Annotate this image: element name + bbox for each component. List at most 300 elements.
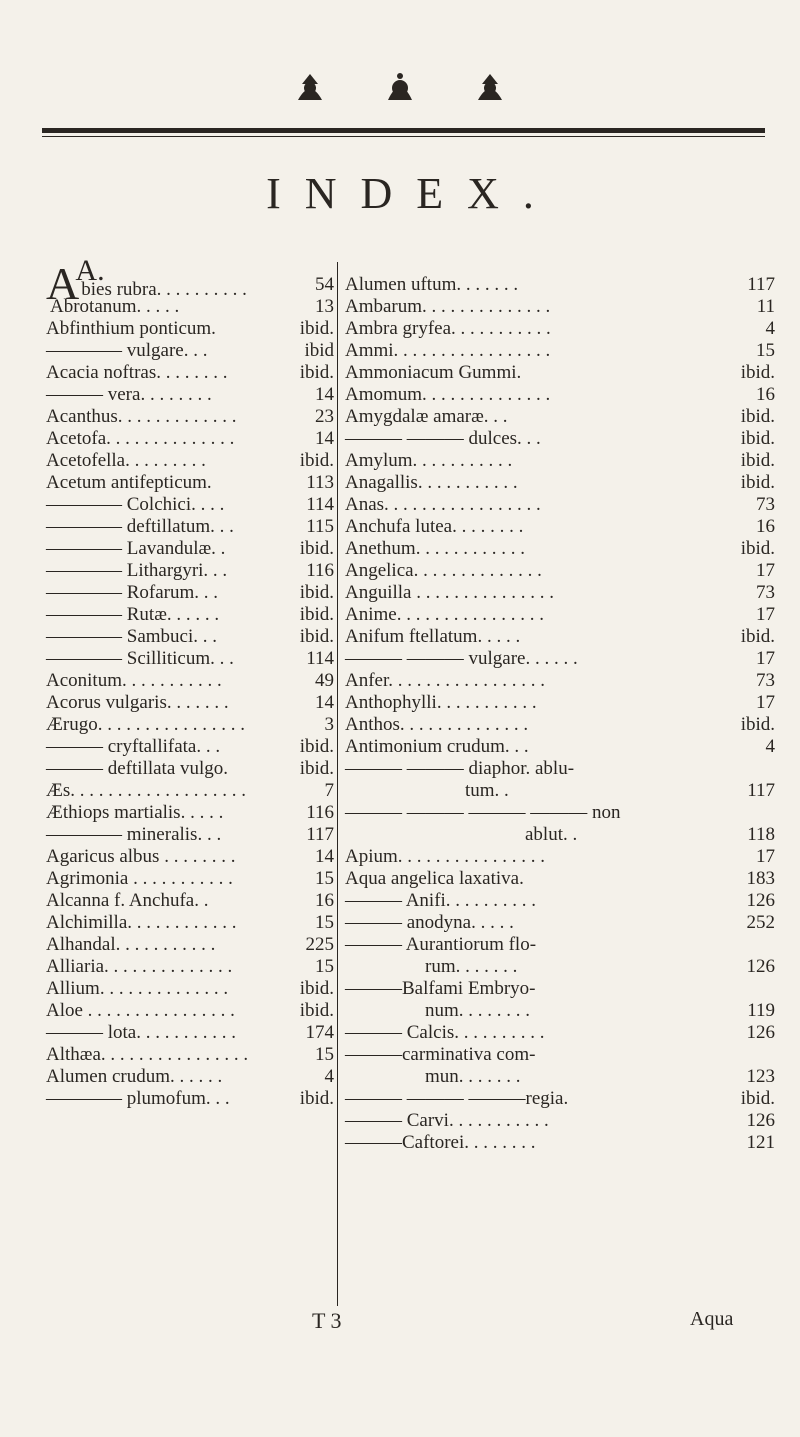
entry-label <box>46 714 245 736</box>
entry-text: Agaricus albus . . . . . . . . <box>46 846 236 867</box>
entry-label <box>345 802 621 824</box>
index-entry <box>46 560 334 582</box>
entry-label <box>425 956 517 978</box>
entry-label <box>345 1088 568 1110</box>
entry-text: ——— vera. . . . . . . . <box>46 384 212 405</box>
entry-page-ref: ibid. <box>740 472 775 493</box>
entry-page-ref: 16 <box>756 516 775 537</box>
entry-label <box>345 1044 535 1066</box>
entry-text: ———— plumofum. . . <box>46 1088 230 1109</box>
entry-label <box>345 1022 545 1044</box>
entry-label <box>345 758 574 780</box>
index-entry <box>46 1066 334 1088</box>
index-entry <box>345 1044 775 1066</box>
entry-text: ablut. . <box>525 824 578 845</box>
entry-page-ref: 17 <box>756 648 775 669</box>
entry-label <box>46 692 229 714</box>
entry-label <box>46 890 209 912</box>
index-entry <box>46 890 334 912</box>
index-entry <box>345 340 775 362</box>
index-entry <box>345 824 775 846</box>
entry-text: Æs. . . . . . . . . . . . . . . . . . . <box>46 780 247 801</box>
entry-label <box>46 1022 236 1044</box>
entry-text: Agrimonia . . . . . . . . . . . <box>46 868 233 889</box>
entry-page-ref: ibid. <box>299 978 334 999</box>
index-entry <box>46 450 334 472</box>
entry-label <box>425 1066 521 1088</box>
entry-text: ——— lota. . . . . . . . . . . <box>46 1022 236 1043</box>
entry-page-ref: 17 <box>756 604 775 625</box>
index-entry <box>46 1044 334 1066</box>
entry-label <box>46 934 215 956</box>
entry-label <box>46 516 234 538</box>
index-entry <box>345 692 775 714</box>
entry-label <box>345 296 550 318</box>
entry-page-ref: ibid. <box>299 1000 334 1021</box>
index-entry <box>46 736 334 758</box>
entry-text: tum. . <box>465 780 509 801</box>
entry-label <box>46 472 212 494</box>
entry-page-ref: 49 <box>315 670 334 691</box>
entry-page-ref: 17 <box>756 560 775 581</box>
entry-label <box>46 582 218 604</box>
drop-cap: A <box>46 258 80 309</box>
entry-page-ref: 15 <box>315 912 334 933</box>
entry-page-ref: ibid. <box>299 1088 334 1109</box>
entry-page-ref: 73 <box>756 582 775 603</box>
entry-page-ref: ibid. <box>299 582 334 603</box>
entry-text: ——— Calcis. . . . . . . . . . <box>345 1022 545 1043</box>
entry-page-ref: ibid. <box>740 428 775 449</box>
entry-page-ref: ibid. <box>740 714 775 735</box>
entry-text: Anfer. . . . . . . . . . . . . . . . . <box>345 670 546 691</box>
index-entry <box>46 582 334 604</box>
entry-page-ref: 23 <box>315 406 334 427</box>
entry-label <box>46 384 212 406</box>
entry-label <box>345 494 541 516</box>
index-entry <box>46 340 334 362</box>
entry-page-ref: ibid. <box>299 758 334 779</box>
entry-text: Anchufa lutea. . . . . . . . <box>345 516 524 537</box>
entry-page-ref: 126 <box>746 890 775 911</box>
index-entry <box>46 648 334 670</box>
entry-text: Angelica. . . . . . . . . . . . . . <box>345 560 542 581</box>
entry-label <box>345 384 550 406</box>
entry-text: Acanthus. . . . . . . . . . . . . <box>46 406 237 427</box>
entry-label <box>46 340 207 362</box>
entry-page-ref: 225 <box>305 934 334 955</box>
entry-page-ref: ibid. <box>740 1088 775 1109</box>
entry-text: Ærugo. . . . . . . . . . . . . . . . <box>46 714 245 735</box>
entry-label <box>345 670 545 692</box>
entry-text: Apium. . . . . . . . . . . . . . . . <box>345 846 546 867</box>
entry-page-ref: 116 <box>306 802 334 823</box>
entry-text: Ambra gryfea. . . . . . . . . . . <box>345 318 551 339</box>
entry-label <box>46 868 233 890</box>
entry-text: ——— ——— ———regia. <box>345 1088 569 1109</box>
index-entry <box>345 736 775 758</box>
entry-text: ——— ——— dulces. . . <box>345 428 541 449</box>
index-entry <box>46 1000 334 1022</box>
entry-text: Anas. . . . . . . . . . . . . . . . . <box>345 494 541 515</box>
entry-page-ref: 14 <box>315 428 334 449</box>
entry-text: ———— vulgare. . . <box>46 340 208 361</box>
entry-label <box>46 670 222 692</box>
entry-page-ref: ibid <box>304 340 334 361</box>
entry-label <box>345 538 525 560</box>
entry-page-ref: 16 <box>315 890 334 911</box>
entry-label <box>46 494 224 516</box>
entry-page-ref: 183 <box>746 868 775 889</box>
entry-label <box>46 736 220 758</box>
entry-label <box>46 912 237 934</box>
entry-text: mun. . . . . . . <box>425 1066 521 1087</box>
index-entry <box>46 384 334 406</box>
entry-label <box>345 340 550 362</box>
entry-text: Aloe . . . . . . . . . . . . . . . . <box>46 1000 235 1021</box>
index-entry <box>345 604 775 626</box>
entry-page-ref: 73 <box>756 494 775 515</box>
entry-label <box>345 978 536 1000</box>
entry-label <box>46 648 234 670</box>
entry-label <box>46 1066 222 1088</box>
entry-label <box>46 956 232 978</box>
entry-text: Anagallis. . . . . . . . . . . <box>345 472 518 493</box>
index-entry <box>345 626 775 648</box>
index-entry <box>345 538 775 560</box>
entry-page-ref: 4 <box>765 736 775 757</box>
entry-page-ref: 4 <box>765 318 775 339</box>
index-entry <box>345 978 775 1000</box>
entry-label <box>345 604 544 626</box>
entry-label <box>46 318 216 340</box>
entry-text: ———— Rofarum. . . <box>46 582 219 603</box>
index-entry <box>46 934 334 956</box>
entry-page-ref: 117 <box>747 274 775 295</box>
entry-page-ref: ibid. <box>299 604 334 625</box>
entry-page-ref: ibid. <box>299 318 334 339</box>
index-entry <box>345 802 775 824</box>
entry-label <box>345 406 508 428</box>
index-entry <box>46 516 334 538</box>
entry-label <box>46 362 228 384</box>
entry-label <box>345 274 518 296</box>
entry-page-ref: 126 <box>746 1022 775 1043</box>
entry-text: Amylum. . . . . . . . . . . <box>345 450 513 471</box>
entry-text: ——— ——— vulgare. . . . . . <box>345 648 578 669</box>
index-entry <box>345 912 775 934</box>
entry-label <box>46 560 227 582</box>
index-entry <box>46 428 334 450</box>
entry-page-ref: 73 <box>756 670 775 691</box>
entry-label <box>46 1044 248 1066</box>
index-entry <box>46 362 334 384</box>
entry-page-ref: 114 <box>306 494 334 515</box>
entry-label <box>345 560 542 582</box>
index-entry <box>345 1066 775 1088</box>
entry-text: Alumen crudum. . . . . . <box>46 1066 223 1087</box>
entry-text: Anguilla . . . . . . . . . . . . . . . <box>345 582 554 603</box>
entry-label <box>345 516 523 538</box>
entry-text: ———— deftillatum. . . <box>46 516 234 537</box>
index-entry <box>46 780 334 802</box>
entry-label <box>46 978 228 1000</box>
entry-page-ref: 13 <box>315 296 334 317</box>
entry-text: ———Balfami Embryo- <box>345 978 536 999</box>
index-entry <box>345 670 775 692</box>
index-entry <box>345 450 775 472</box>
entry-text: Anethum. . . . . . . . . . . . <box>345 538 525 559</box>
header-rule-thick <box>42 128 765 133</box>
entry-page-ref: 126 <box>746 1110 775 1131</box>
entry-label <box>465 780 509 802</box>
entry-label <box>46 406 237 428</box>
index-entry <box>345 1132 775 1154</box>
entry-label <box>46 428 234 450</box>
entry-text: Anifum ftellatum. . . . . <box>345 626 521 647</box>
entry-page-ref: 14 <box>315 384 334 405</box>
index-entry <box>46 318 334 340</box>
index-entry <box>345 868 775 890</box>
entry-page-ref: 119 <box>747 1000 775 1021</box>
index-entry <box>46 846 334 868</box>
entry-page-ref: 116 <box>306 560 334 581</box>
entry-text: Anime. . . . . . . . . . . . . . . . <box>345 604 544 625</box>
entry-page-ref: 252 <box>746 912 775 933</box>
entry-page-ref: ibid. <box>299 362 334 383</box>
entry-page-ref: ibid. <box>299 538 334 559</box>
entry-text: Acetum antifepticum. <box>46 472 212 493</box>
entry-label <box>345 912 514 934</box>
index-column-left <box>46 258 334 1110</box>
entry-text: Alcanna f. Anchufa. . <box>46 890 209 911</box>
entry-text: num. . . . . . . . <box>425 1000 531 1021</box>
entry-text: Acorus vulgaris. . . . . . . <box>46 692 229 713</box>
entry-page-ref: ibid. <box>299 736 334 757</box>
index-entry <box>46 912 334 934</box>
entry-label <box>46 538 225 560</box>
entry-text: ——— deftillata vulgo. <box>46 758 229 779</box>
index-column-right <box>345 274 775 1154</box>
entry-page-ref: 113 <box>306 472 334 493</box>
entry-text: ——— Carvi. . . . . . . . . . . <box>345 1110 549 1131</box>
entry-label <box>345 648 578 670</box>
index-entry <box>345 560 775 582</box>
index-entry <box>345 296 775 318</box>
index-entry <box>345 758 775 780</box>
entry-text: ———— Rutæ. . . . . . <box>46 604 220 625</box>
entry-label <box>46 824 221 846</box>
entry-page-ref: 118 <box>747 824 775 845</box>
index-entry <box>46 626 334 648</box>
index-entry <box>345 274 775 296</box>
entry-label <box>46 450 206 472</box>
entry-page-ref: 115 <box>306 516 334 537</box>
entry-text: rum. . . . . . . <box>425 956 518 977</box>
index-entry <box>345 956 775 978</box>
entry-page-ref: ibid. <box>299 626 334 647</box>
entry-page-ref: 126 <box>746 956 775 977</box>
entry-text: Acacia noftras. . . . . . . . <box>46 362 228 383</box>
entry-page-ref: 17 <box>756 846 775 867</box>
entry-page-ref: 7 <box>324 780 334 801</box>
entry-page-ref: 114 <box>306 648 334 669</box>
entry-page-ref: 16 <box>756 384 775 405</box>
entry-label <box>345 846 545 868</box>
index-entry <box>46 1088 334 1110</box>
entry-label <box>46 780 246 802</box>
entry-label <box>345 626 520 648</box>
entry-page-ref: ibid. <box>740 538 775 559</box>
entry-label <box>46 1000 235 1022</box>
column-divider <box>337 262 338 1306</box>
index-entry <box>46 494 334 516</box>
entry-text: Althæa. . . . . . . . . . . . . . . . <box>46 1044 249 1065</box>
entry-text: ———— Colchici. . . . <box>46 494 225 515</box>
index-entry <box>345 428 775 450</box>
entry-label <box>345 1110 549 1132</box>
entry-page-ref: 174 <box>305 1022 334 1043</box>
entry-text: ———Caftorei. . . . . . . . <box>345 1132 536 1153</box>
entry-text: Acetofa. . . . . . . . . . . . . . <box>46 428 235 449</box>
index-entry <box>345 516 775 538</box>
index-entry <box>345 384 775 406</box>
entry-text: ———— mineralis. . . <box>46 824 222 845</box>
entry-text: bies rubra. . . . . . . . . . <box>81 279 247 300</box>
entry-text: ——— Aurantiorum flo- <box>345 934 537 955</box>
entry-label <box>345 890 536 912</box>
signature-mark: T 3 <box>312 1308 342 1333</box>
index-entry <box>46 472 334 494</box>
entry-text: Alhandal. . . . . . . . . . . <box>46 934 216 955</box>
entry-page-ref: ibid. <box>740 362 775 383</box>
index-entry <box>46 824 334 846</box>
entry-page-ref: 14 <box>315 846 334 867</box>
entry-label <box>46 626 217 648</box>
entry-label <box>345 868 524 890</box>
index-entry <box>46 978 334 1000</box>
index-entry <box>345 1022 775 1044</box>
index-entry <box>46 406 334 428</box>
entry-label <box>345 934 536 956</box>
index-entry <box>46 714 334 736</box>
entry-text: Antimonium crudum. . . <box>345 736 529 757</box>
entry-label <box>345 362 521 384</box>
catchword: Aqua <box>690 1308 734 1330</box>
entry-text: ———— Scilliticum. . . <box>46 648 234 669</box>
entry-page-ref: 117 <box>306 824 334 845</box>
entry-page-ref: 4 <box>324 1066 334 1087</box>
index-entry <box>345 494 775 516</box>
floral-ornament-icon <box>250 70 550 110</box>
entry-label <box>345 450 512 472</box>
entry-page-ref: 14 <box>315 692 334 713</box>
entry-text: ———— Lavandulæ. . <box>46 538 226 559</box>
header-ornament <box>250 70 550 110</box>
entry-text: ——— cryftallifata. . . <box>46 736 221 757</box>
index-entry <box>345 1088 775 1110</box>
page-title: INDEX. <box>266 169 558 218</box>
entry-text: Ambarum. . . . . . . . . . . . . . <box>345 296 551 317</box>
entry-text: Alchimilla. . . . . . . . . . . . <box>46 912 237 933</box>
entry-page-ref: 121 <box>746 1132 775 1153</box>
entry-text: Amomum. . . . . . . . . . . . . . <box>345 384 551 405</box>
header-rule-thin <box>42 136 765 137</box>
entry-page-ref: 117 <box>747 780 775 801</box>
entry-text: Anthos. . . . . . . . . . . . . . <box>345 714 529 735</box>
entry-label <box>345 692 537 714</box>
index-entry <box>345 846 775 868</box>
entry-text: ——— ——— diaphor. ablu- <box>345 758 575 779</box>
index-entry <box>345 934 775 956</box>
index-entry <box>345 780 775 802</box>
index-entry <box>46 670 334 692</box>
entry-text: Ammi. . . . . . . . . . . . . . . . . <box>345 340 551 361</box>
entry-text: Aconitum. . . . . . . . . . . <box>46 670 222 691</box>
entry-label <box>345 428 541 450</box>
index-entry <box>46 868 334 890</box>
index-entry <box>46 758 334 780</box>
index-entry <box>46 296 334 318</box>
entry-text: Ammoniacum Gummi. <box>345 362 522 383</box>
index-entry <box>46 692 334 714</box>
entry-text: Æthiops martialis. . . . . <box>46 802 224 823</box>
entry-label <box>345 736 529 758</box>
index-entry <box>46 956 334 978</box>
entry-page-ref: 123 <box>746 1066 775 1087</box>
entry-text: Aqua angelica laxativa. <box>345 868 524 889</box>
entry-text: Alliaria. . . . . . . . . . . . . . <box>46 956 233 977</box>
entry-text: ———— Sambuci. . . <box>46 626 217 647</box>
entry-label <box>525 824 577 846</box>
section-letter: A. <box>75 254 105 287</box>
index-entry <box>46 604 334 626</box>
entry-label <box>345 714 528 736</box>
entry-label <box>345 318 551 340</box>
index-entry <box>345 362 775 384</box>
entry-label <box>425 1000 530 1022</box>
entry-label <box>46 604 219 626</box>
index-entry <box>345 1000 775 1022</box>
index-entry <box>345 714 775 736</box>
entry-label <box>46 758 228 780</box>
index-entry <box>345 472 775 494</box>
entry-page-ref: 15 <box>315 868 334 889</box>
entry-page-ref: 11 <box>756 296 775 317</box>
entry-text: ———— Lithargyri. . . <box>46 560 228 581</box>
entry-text: ——— anodyna. . . . . <box>345 912 514 933</box>
entry-page-ref: ibid. <box>740 450 775 471</box>
entry-text: Acetofella. . . . . . . . . <box>46 450 206 471</box>
entry-label <box>345 1132 536 1154</box>
entry-text: ——— ——— ——— ——— non <box>345 802 621 823</box>
index-entry <box>46 1022 334 1044</box>
entry-text: ———carminativa com- <box>345 1044 536 1065</box>
entry-label <box>46 846 235 868</box>
entry-label <box>50 296 179 318</box>
entry-text: Abfinthium ponticum. <box>46 318 216 339</box>
entry-text: Abrotanum. . . . . <box>50 296 180 317</box>
entry-text: ——— Anifi. . . . . . . . . . <box>345 890 537 911</box>
entry-text: Anthophylli. . . . . . . . . . . <box>345 692 537 713</box>
entry-page-ref: ibid. <box>299 450 334 471</box>
entry-page-ref: 15 <box>315 956 334 977</box>
entry-text: Amygdalæ amaræ. . . <box>345 406 508 427</box>
entry-page-ref: ibid. <box>740 626 775 647</box>
entry-label <box>46 1088 230 1110</box>
index-entry <box>46 538 334 560</box>
entry-page-ref: ibid. <box>740 406 775 427</box>
